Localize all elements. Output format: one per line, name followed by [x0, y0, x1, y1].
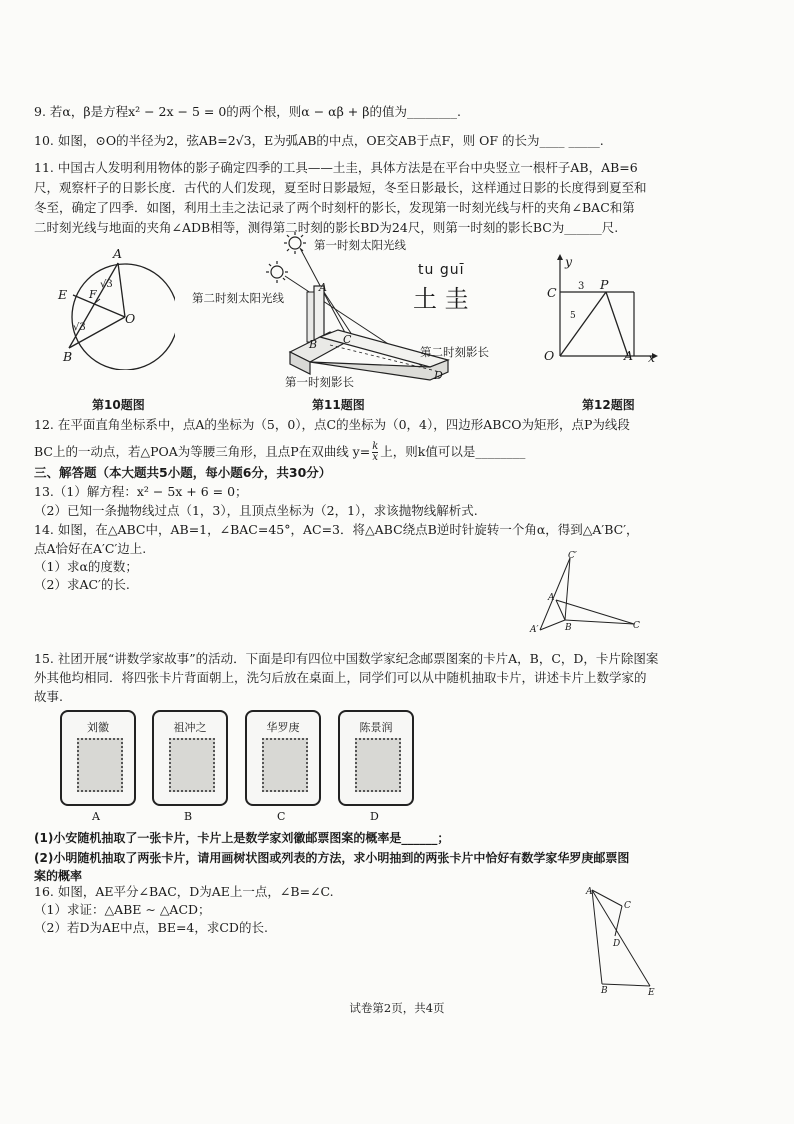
fig16-label-b: B	[601, 986, 608, 996]
stamp-card-letter: A	[92, 810, 100, 823]
question-15-line3: 故事.	[34, 689, 63, 704]
stamp-portrait-image	[262, 738, 308, 792]
question-11-line4: 二时刻光线与地面的夹角∠ADB相等，测得第二时刻的影长BD为24尺，则第一时刻的影长BC为______尺.	[34, 220, 619, 235]
question-15-sub1: (1)小安随机抽取了一张卡片，卡片上是数学家刘徽邮票图案的概率是______；	[34, 831, 450, 845]
fig11-pinyin: tu guī	[418, 262, 465, 278]
fig10-mark-2: √3	[73, 322, 86, 333]
fig12-mark-5: 5	[570, 311, 576, 321]
fig10-label-a: A	[113, 246, 123, 261]
fig12-mark-3: 3	[578, 281, 585, 292]
question-11-line1: 11. 中国古人发明利用物体的影子确定四季的工具——土圭，具体方法是在平台中央竖立一根杆子AB，AB=6	[34, 160, 638, 175]
fig16-label-c: C	[624, 901, 631, 911]
question-14-line4: （2）求AC′的长.	[34, 577, 130, 592]
question-16-line3: （2）若D为AE中点，BE=4，求CD的长.	[34, 920, 268, 935]
question-14-line2: 点A恰好在A′C′边上.	[34, 541, 147, 556]
stamp-card-c	[245, 710, 321, 806]
fig10-label-e: E	[58, 287, 68, 302]
fig11-shadow1-label: 第一时刻影长	[285, 375, 354, 389]
stamp-portrait-image	[77, 738, 123, 792]
fraction-k-over-x	[372, 442, 378, 463]
question-11-line2: 尺，观察杆子的日影长度．古代的人们发现，夏至时日影最短，冬至日影最长，这样通过日影的长度得到夏至和	[34, 180, 647, 195]
fig14-label-b: B	[565, 623, 572, 633]
fig14-label-a-prime: A′	[530, 625, 539, 635]
fig10-label-f: F	[89, 288, 97, 301]
fig11-label-d: D	[434, 369, 443, 382]
fig16-label-d: D	[613, 939, 621, 949]
question-15-sub2-line1: (2)小明随机抽取了两张卡片，请用画树状图或列表的方法，求小明抽到的两张卡片中恰好有数学家华罗庚邮票图	[34, 851, 630, 865]
fig11-label-c: C	[343, 333, 352, 346]
fig12-label-c: C	[547, 285, 557, 300]
fig11-characters: 土 圭	[413, 285, 469, 313]
fig12-label-y: y	[565, 254, 573, 269]
question-14-line1: 14. 如图，在△ABC中，AB=1，∠BAC=45°，AC=3．将△ABC绕点B逆时针旋转一个角α，得到△A′BC′，	[34, 522, 639, 537]
fig11-sun1-label: 第一时刻太阳光线	[314, 238, 406, 252]
fig16-label-e: E	[648, 988, 655, 998]
fig16-label-a: A	[586, 887, 593, 897]
fig14-label-a: A	[548, 593, 555, 603]
question-12-line2	[34, 442, 525, 463]
figure-10-caption: 第10题图	[92, 398, 145, 412]
figure-12-caption: 第12题图	[582, 398, 635, 412]
stamp-card-letter: B	[184, 810, 193, 823]
stamp-card-letter: D	[370, 810, 379, 823]
stamp-card-b	[152, 710, 228, 806]
fig11-label-a: A	[319, 281, 327, 294]
section-3-heading: 三、解答题（本大题共5小题，每小题6分，共30分）	[34, 465, 332, 480]
fig12-label-p: P	[600, 277, 609, 292]
question-16-line1: 16. 如图，AE平分∠BAC，D为AE上一点，∠B=∠C.	[34, 884, 334, 899]
fig10-label-o: O	[125, 311, 136, 326]
stamp-card-d	[338, 710, 414, 806]
figure-14	[530, 548, 650, 638]
question-12-text-post: 上，则k值可以是________	[380, 444, 526, 459]
fig11-shadow2-label: 第二时刻影长	[420, 345, 489, 359]
fig12-label-x: x	[648, 350, 656, 365]
question-15-sub2-line2: 案的概率	[34, 869, 83, 883]
question-15-line2: 外其他均相同．将四张卡片背面朝上，洗匀后放在桌面上，同学们可以从中随机抽取卡片，讲述卡片上数学家的	[34, 670, 647, 685]
stamp-card-a	[60, 710, 136, 806]
page-footer: 试卷第2页，共4页	[349, 1001, 445, 1015]
question-9: 9. 若α，β是方程x² − 2x − 5 = 0的两个根，则α − αβ + β的值为________.	[34, 104, 461, 119]
question-13-line2: （2）已知一条抛物线过点（1，3），且顶点坐标为（2，1），求该抛物线解析式.	[34, 503, 478, 518]
fig14-label-c-prime: C′	[568, 551, 577, 561]
figure-16	[584, 884, 664, 999]
fraction-denominator: x	[372, 452, 379, 463]
stamp-card-letter: C	[277, 810, 286, 823]
figure-11-caption: 第11题图	[312, 398, 365, 412]
question-12-line1: 12. 在平面直角坐标系中，点A的坐标为（5，0），点C的坐标为（0，4），四边形ABCO为矩形，点P为线段	[34, 417, 630, 432]
question-16-line2: （1）求证：△ABE ∼ △ACD；	[34, 902, 211, 917]
stamp-card-name: 刘徽	[87, 721, 109, 734]
question-12-text-pre: BC上的一动点，若△POA为等腰三角形，且点P在双曲线 y=	[34, 444, 371, 459]
fraction-numerator: k	[372, 441, 379, 452]
fig14-label-c: C	[633, 621, 640, 631]
fig12-label-a: A	[624, 348, 634, 363]
stamp-card-name: 陈景润	[359, 721, 393, 734]
fig10-label-b: B	[63, 349, 73, 364]
figure-12	[540, 252, 660, 372]
fig11-label-b: B	[309, 338, 318, 351]
stamp-card-name: 祖冲之	[173, 721, 207, 734]
question-11-line3: 冬至，确定了四季．如图，利用土圭之法记录了两个时刻杆的影长，发现第一时刻光线与杆的夹角∠BAC和第	[34, 200, 635, 215]
stamp-portrait-image	[355, 738, 401, 792]
question-10: 10. 如图，⊙O的半径为2，弦AB=2√3，E为弧AB的中点，OE交AB于点F，则 OF 的长为____ _____.	[34, 133, 604, 148]
question-14-line3: （1）求α的度数；	[34, 559, 138, 574]
fig12-label-o: O	[544, 348, 555, 363]
figure-10	[55, 245, 175, 370]
question-13-line1: 13.（1）解方程：x² − 5x + 6 = 0；	[34, 484, 248, 499]
fig11-sun2-label: 第二时刻太阳光线	[192, 291, 284, 305]
stamp-portrait-image	[169, 738, 215, 792]
stamp-card-name: 华罗庚	[266, 721, 300, 734]
fig10-mark-1: √3	[100, 279, 113, 290]
question-15-line1: 15. 社团开展“讲数学家故事”的活动．下面是印有四位中国数学家纪念邮票图案的卡片A，B，C，D，卡片除图案	[34, 651, 659, 666]
